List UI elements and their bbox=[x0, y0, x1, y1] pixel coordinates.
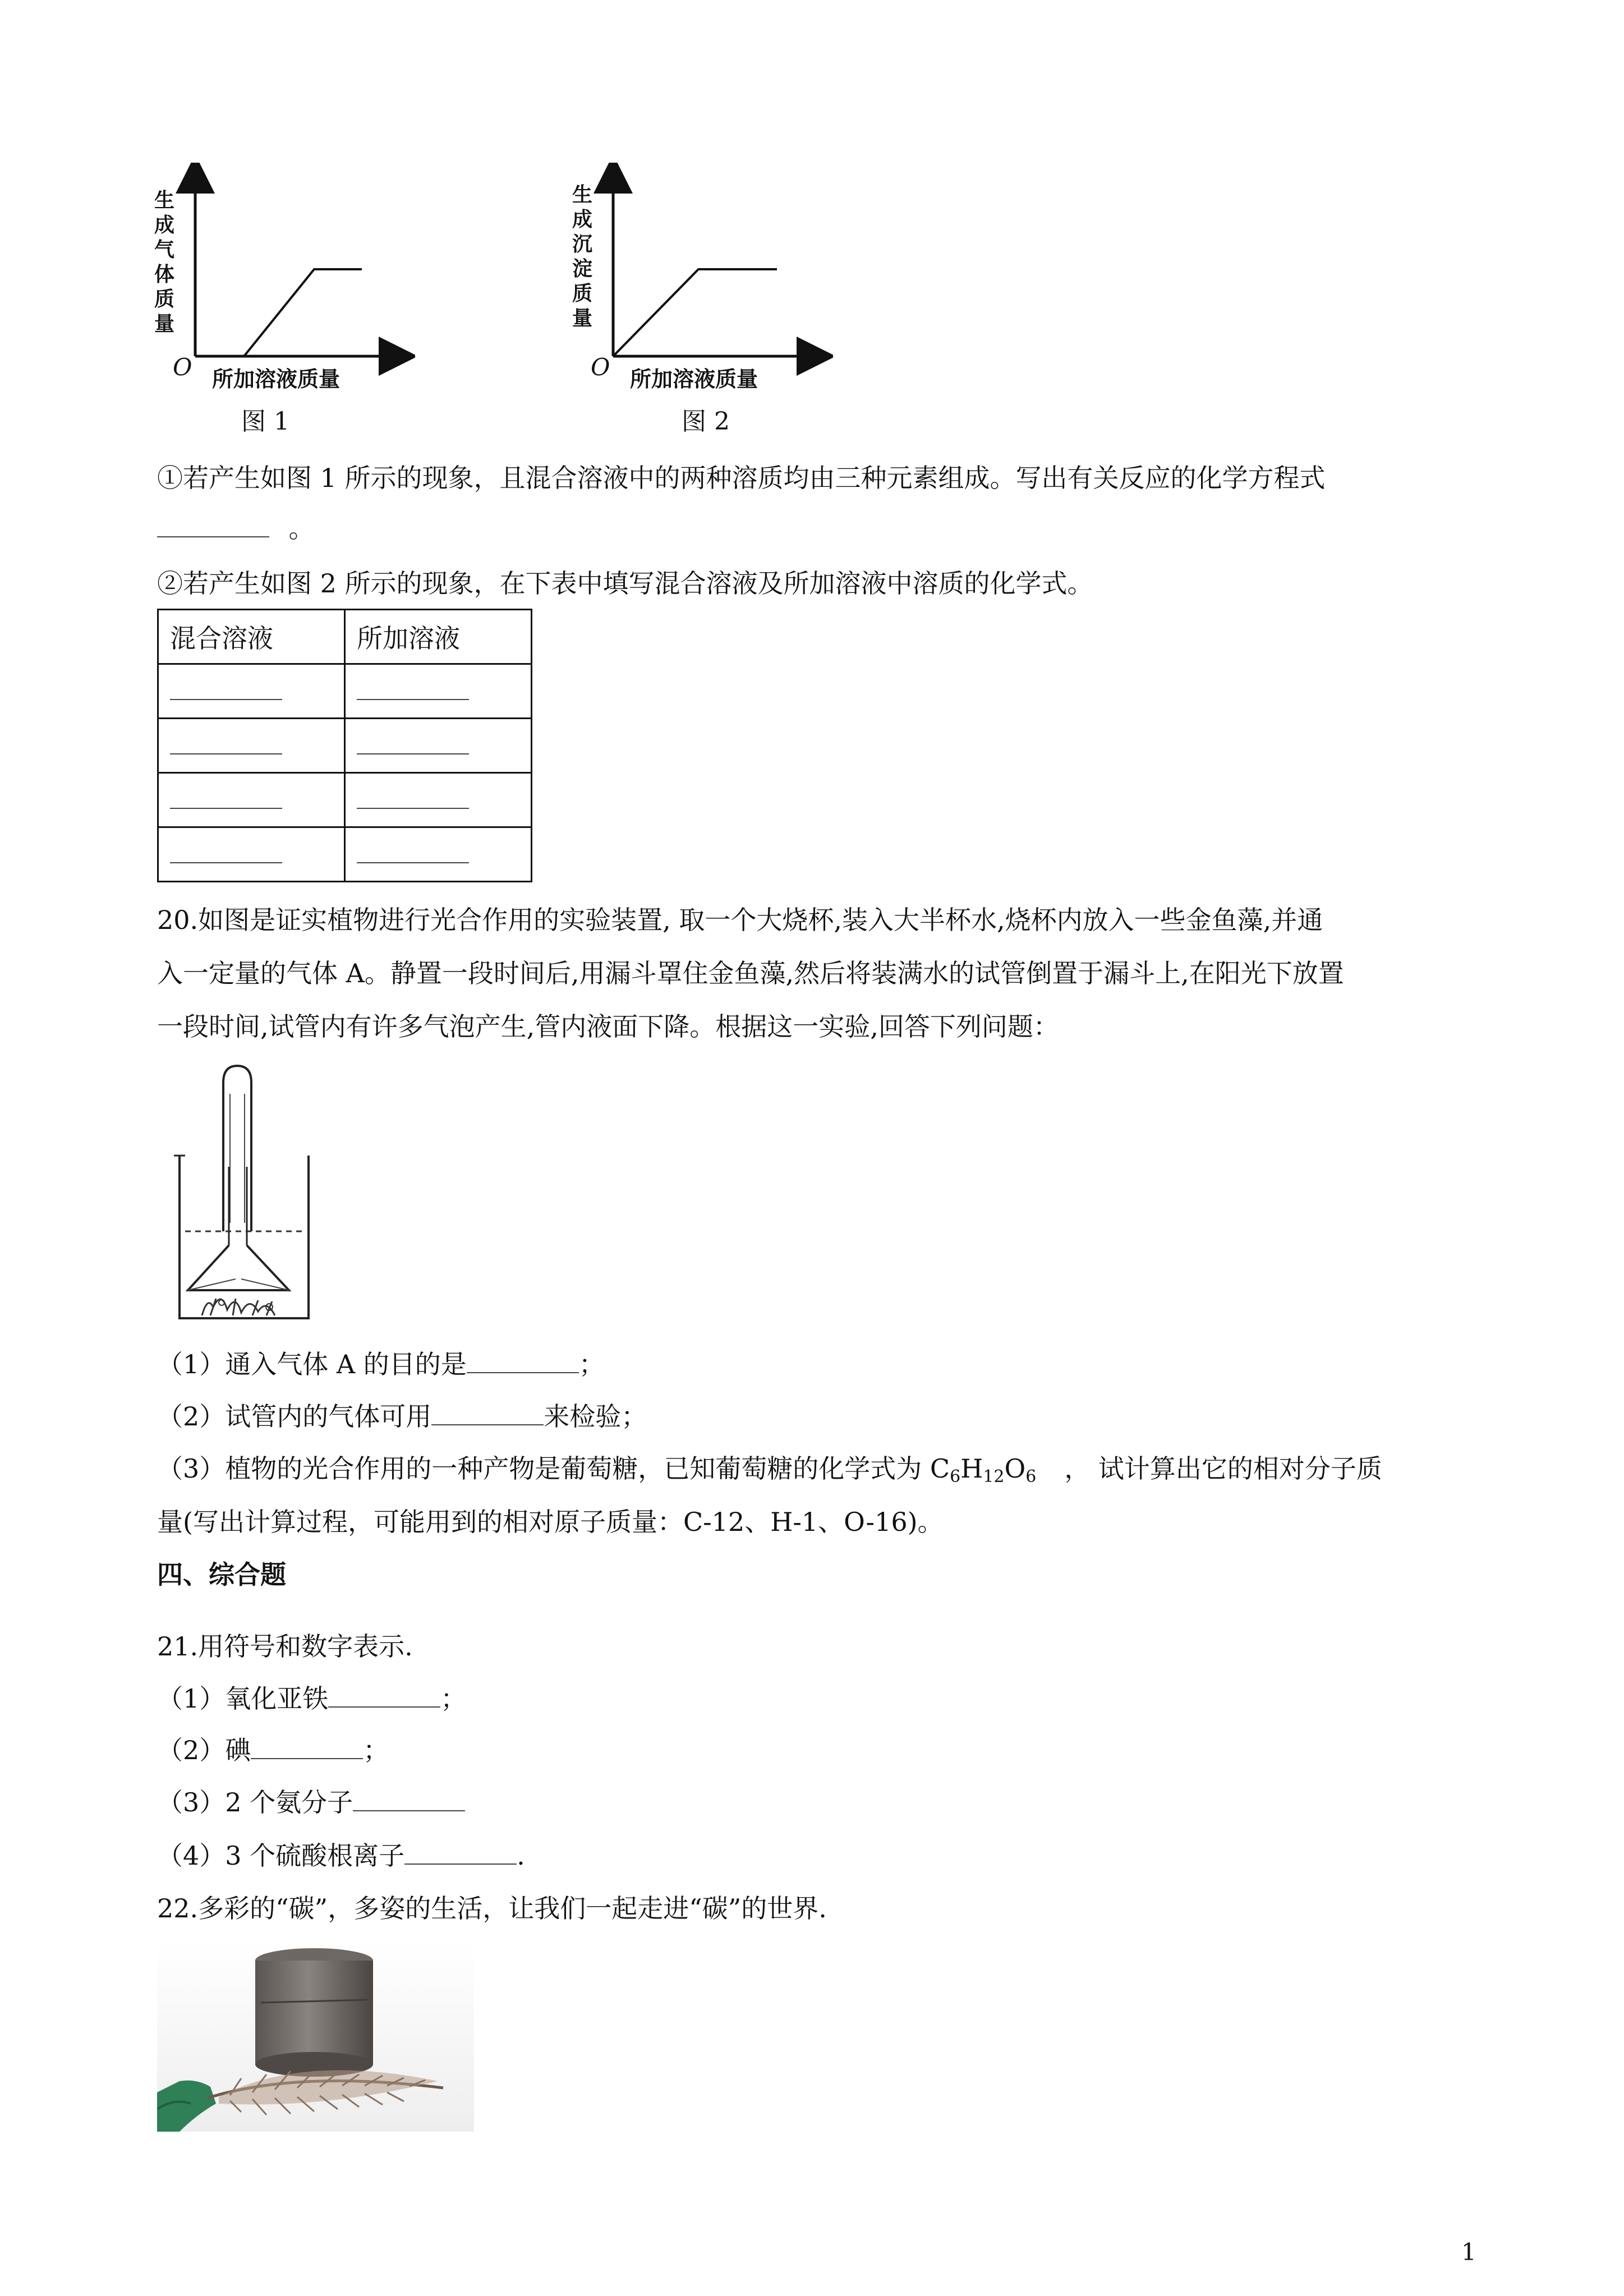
q20-line1: 20.如图是证实植物进行光合作用的实验装置, 取一个大烧杯,装入大半杯水,烧杯内放入一些金鱼藻,并通 bbox=[157, 905, 1323, 935]
figure-1-caption: 图 1 bbox=[241, 407, 289, 436]
table-blank[interactable] bbox=[357, 737, 469, 754]
q21-item2-blank[interactable] bbox=[251, 1733, 363, 1759]
q20-sub3: （3）植物的光合作用的一种产物是葡萄糖，已知葡萄糖的化学式为 $C_6H_{12}O_6$ ， 试计算出它的相对分子质 bbox=[157, 1453, 1382, 1487]
photosynthesis-apparatus-figure bbox=[168, 1060, 325, 1329]
q19-part2: ②若产生如图 2 所示的现象，在下表中填写混合溶液及所加溶液中溶质的化学式。 bbox=[157, 568, 1093, 599]
q22-title: 22.多彩的“碳”，多姿的生活，让我们一起走进“碳”的世界. bbox=[157, 1893, 827, 1924]
figure-2-xlabel: 所加溶液质量 bbox=[630, 366, 758, 392]
figure-2 bbox=[569, 163, 833, 443]
q21-item3: （3）2 个氨分子 bbox=[157, 1786, 465, 1819]
carbon-photo bbox=[157, 1941, 474, 2132]
q21-item2: （2）碘 ； bbox=[157, 1733, 389, 1767]
q21-item1-blank[interactable] bbox=[328, 1682, 440, 1708]
table-blank[interactable] bbox=[170, 682, 282, 700]
q20-sub1: （1）通入气体 A 的目的是 ； bbox=[157, 1347, 605, 1381]
table-row bbox=[158, 827, 532, 882]
q21-item4-blank[interactable] bbox=[404, 1839, 517, 1865]
figure-1 bbox=[151, 163, 415, 443]
carbon-block bbox=[255, 1961, 373, 2064]
table-row bbox=[158, 664, 532, 719]
table-header-row bbox=[158, 610, 532, 664]
figure-2-ylabel: 生 成 沉 淀 质 量 bbox=[572, 183, 593, 330]
figure-2-caption: 图 2 bbox=[682, 407, 730, 436]
page-number: 1 bbox=[1461, 2238, 1476, 2266]
figure-1-ylabel: 生 成 气 体 质 量 bbox=[154, 188, 175, 335]
q21-title: 21.用符号和数字表示. bbox=[157, 1631, 413, 1662]
figure-1-xlabel: 所加溶液质量 bbox=[212, 366, 341, 392]
figure-1-origin: O bbox=[173, 353, 192, 381]
figure-1-curve bbox=[244, 269, 362, 356]
q19-part1: ①若产生如图 1 所示的现象，且混合溶液中的两种溶质均由三种元素组成。写出有关反应的化学方程式 bbox=[157, 463, 1326, 493]
q20-sub1-blank[interactable] bbox=[467, 1347, 579, 1373]
q21-item3-blank[interactable] bbox=[353, 1786, 465, 1811]
q20-sub2-blank[interactable] bbox=[431, 1400, 544, 1425]
table-blank[interactable] bbox=[170, 737, 282, 754]
figure-2-origin: O bbox=[591, 353, 610, 381]
q19-part1-blank[interactable] bbox=[157, 512, 269, 537]
table-header-mixed: 混合溶液 bbox=[158, 610, 345, 664]
q19-part1-answer: 。 bbox=[157, 512, 315, 545]
q20-line3: 一段时间,试管内有许多气泡产生,管内液面下降。根据这一实验,回答下列问题： bbox=[157, 1011, 1059, 1042]
table-blank[interactable] bbox=[170, 845, 282, 863]
table-blank[interactable] bbox=[170, 791, 282, 809]
q21-item4: （4）3 个硫酸根离子 . bbox=[157, 1839, 525, 1872]
q20-sub3-line2: 量(写出计算过程，可能用到的相对原子质量：C-12、H-1、O-16)。 bbox=[157, 1507, 944, 1537]
figure-2-curve bbox=[613, 269, 777, 356]
q21-item1: （1）氧化亚铁 ； bbox=[157, 1682, 466, 1715]
answer-table bbox=[157, 609, 532, 882]
table-row bbox=[158, 719, 532, 773]
table-blank[interactable] bbox=[357, 682, 469, 700]
table-header-added: 所加溶液 bbox=[345, 610, 532, 664]
q20-line2: 入一定量的气体 A。静置一段时间后,用漏斗罩住金鱼藻,然后将装满水的试管倒置于漏斗上,在阳光下放置 bbox=[157, 958, 1344, 988]
table-blank[interactable] bbox=[357, 845, 469, 863]
table-blank[interactable] bbox=[357, 791, 469, 809]
table-row bbox=[158, 773, 532, 827]
funnel bbox=[188, 1245, 289, 1290]
q20-sub2: （2）试管内的气体可用 来检验； bbox=[157, 1400, 647, 1433]
section-4-title: 四、综合题 bbox=[157, 1559, 286, 1590]
